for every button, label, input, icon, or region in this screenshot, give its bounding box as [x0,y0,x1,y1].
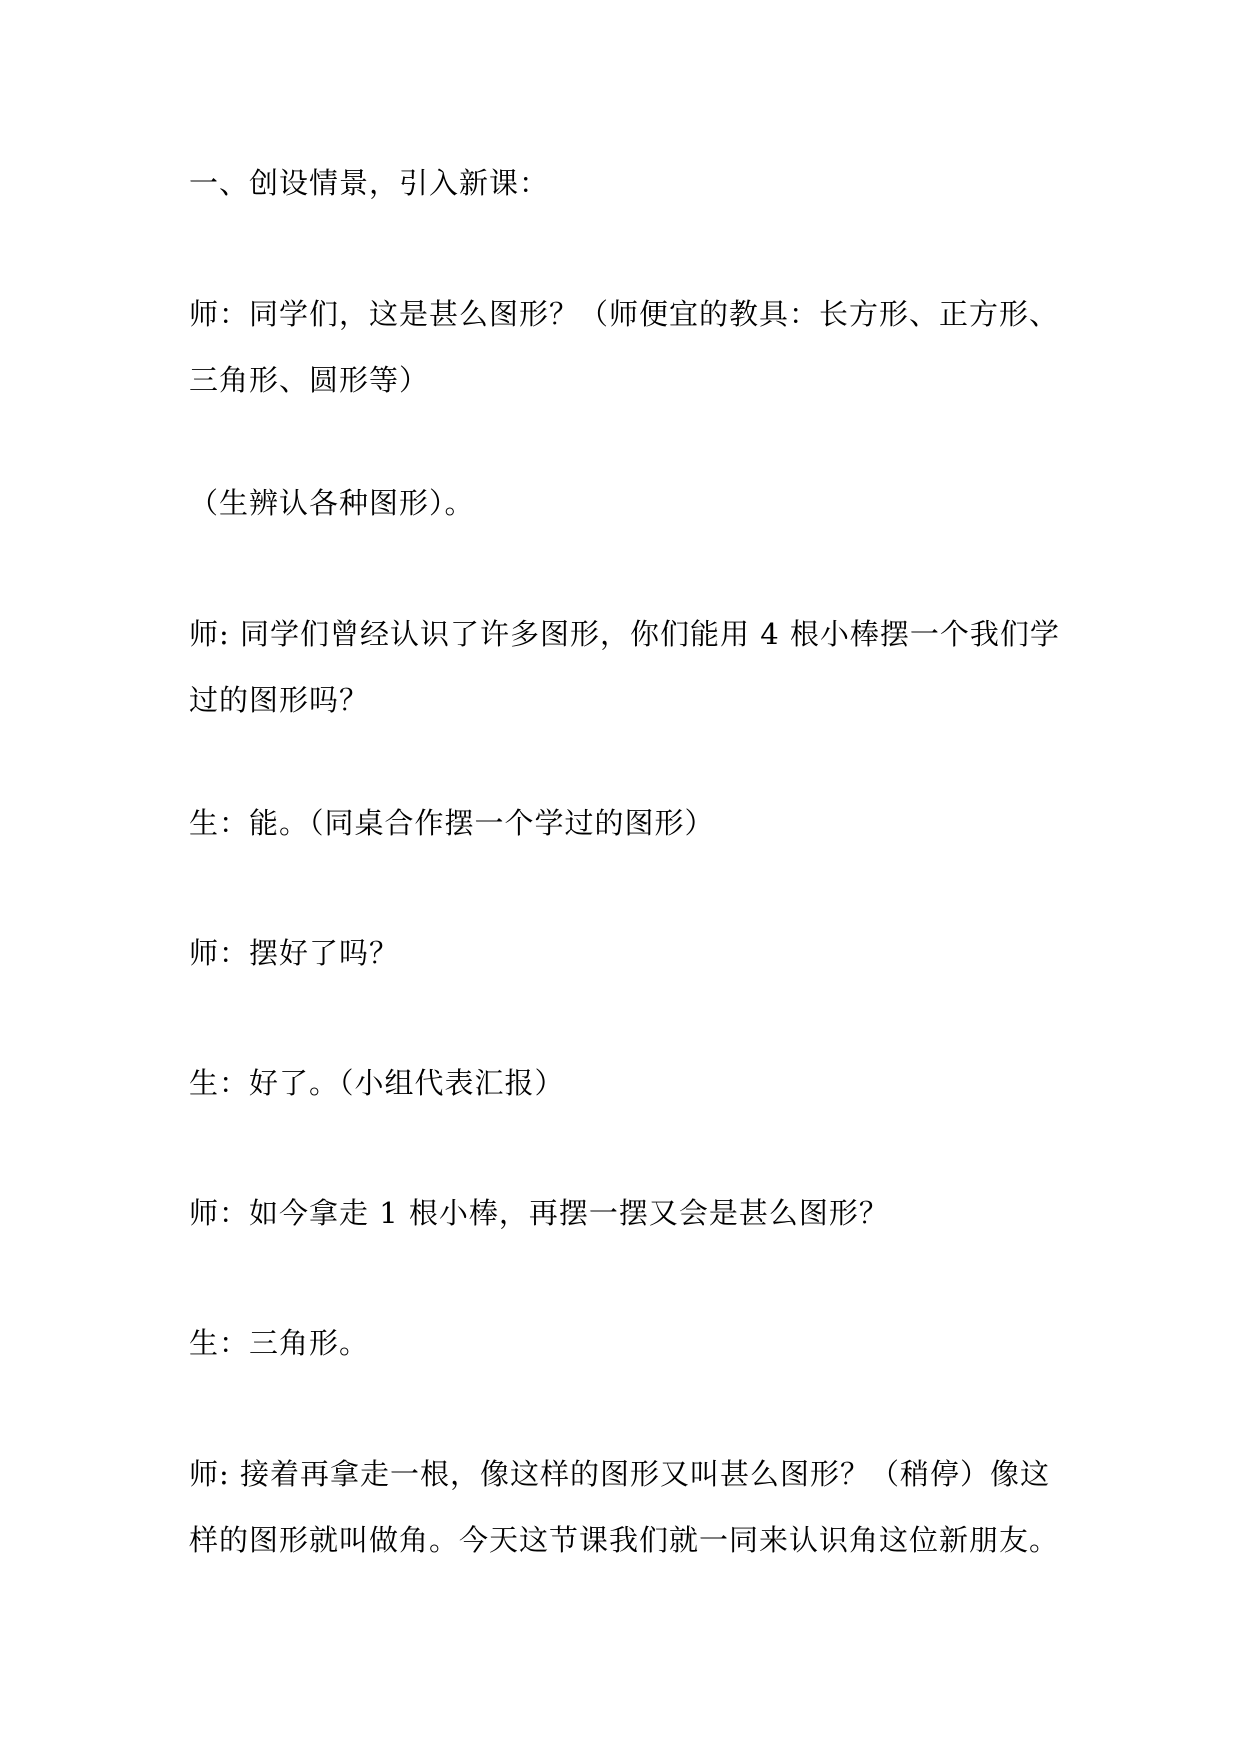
text-line: 生：能。（同桌合作摆一个学过的图形） [189,806,715,840]
text-line: 师: 同学们曾经认识了许多图形，你们能用 4 根小棒摆一个我们学 [189,617,1060,651]
section-heading [189,150,1069,216]
text-line: 三角形、圆形等） [189,363,430,397]
text-line: （生辨认各种图形）。 [189,486,475,520]
text-line: 生：三角形。 [189,1326,370,1360]
teacher-dialogue-paragraph [189,1441,1069,1573]
text-line: 师：如今拿走 1 根小棒，再摆一摆又会是甚么图形？ [189,1196,889,1230]
teacher-dialogue-paragraph [189,601,1069,733]
text-line: 样的图形就叫做角。今天这节课我们就一同来认识角这位新朋友。 [189,1523,1060,1557]
student-dialogue-paragraph [189,1310,1069,1376]
student-action-paragraph [189,470,1069,536]
text-line: 过的图形吗？ [189,683,370,717]
student-dialogue-paragraph [189,790,1069,856]
student-dialogue-paragraph [189,1050,1069,1116]
text-line: 一、创设情景，引入新课： [189,166,550,200]
text-line: 生：好了。（小组代表汇报） [189,1066,565,1100]
text-line: 师：摆好了吗？ [189,936,400,970]
teacher-dialogue-paragraph [189,1180,1069,1246]
teacher-dialogue-paragraph [189,281,1069,413]
text-line: 师: 接着再拿走一根，像这样的图形又叫甚么图形？（稍停）像这 [189,1457,1050,1491]
teacher-dialogue-paragraph [189,920,1069,986]
text-line: 师：同学们，这是甚么图形？（师便宜的教具：长方形、正方形、 [189,297,1060,331]
